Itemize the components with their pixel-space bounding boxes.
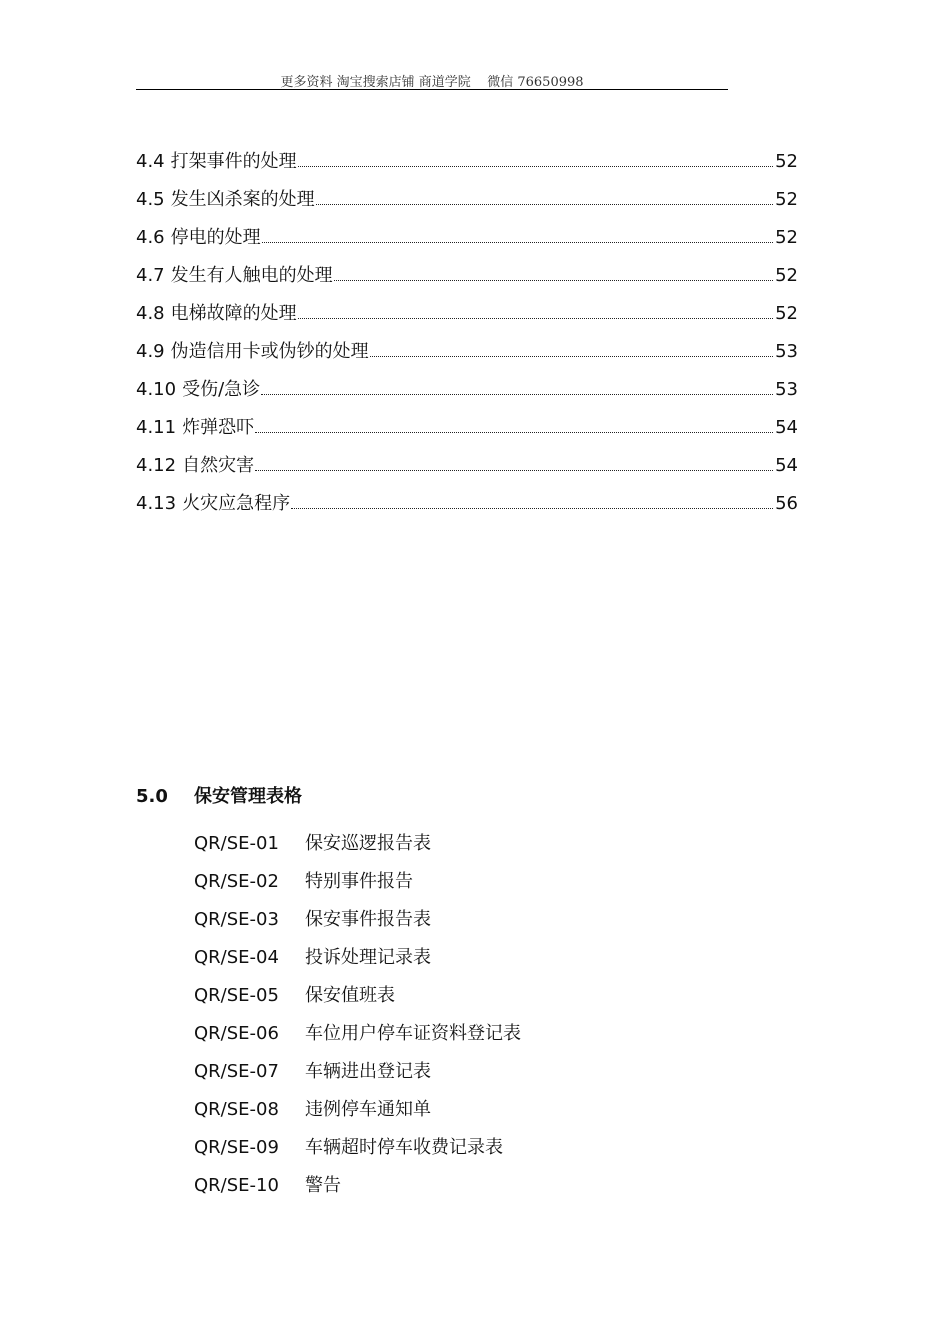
- toc-entry-page: 56: [775, 493, 798, 514]
- form-name: 车辆超时停车收费记录表: [305, 1137, 503, 1158]
- toc-entry-page: 53: [775, 379, 798, 400]
- form-list-item: [194, 984, 521, 1022]
- form-code: QR/SE-01: [194, 833, 279, 854]
- form-list-item: [194, 1060, 521, 1098]
- toc-entry-title: 自然灾害: [182, 455, 255, 476]
- form-list-item: [194, 1136, 521, 1174]
- form-list-item: [194, 1174, 521, 1212]
- form-list-item: [194, 832, 521, 870]
- form-code: QR/SE-05: [194, 985, 279, 1006]
- toc-entry-title: 炸弹恐吓: [182, 417, 255, 438]
- toc-dot-leader: [291, 507, 773, 509]
- toc-entry[interactable]: [136, 150, 798, 188]
- form-list-item: [194, 1022, 521, 1060]
- form-code: QR/SE-02: [194, 871, 279, 892]
- toc-entry-number: 4.4: [136, 151, 165, 172]
- toc-entry-number: 4.8: [136, 303, 165, 324]
- toc-entry[interactable]: [136, 378, 798, 416]
- toc-entry[interactable]: [136, 188, 798, 226]
- toc-entry-title: 火灾应急程序: [182, 493, 291, 514]
- toc-dot-leader: [261, 393, 773, 395]
- form-list-item: [194, 946, 521, 984]
- form-name: 保安巡逻报告表: [305, 833, 431, 854]
- form-name: 警告: [305, 1175, 341, 1196]
- form-code: QR/SE-09: [194, 1137, 279, 1158]
- form-name: 保安值班表: [305, 985, 395, 1006]
- toc-entry[interactable]: [136, 226, 798, 264]
- toc-entry-title: 发生凶杀案的处理: [170, 189, 315, 210]
- form-code: QR/SE-06: [194, 1023, 279, 1044]
- toc-entry-number: 4.7: [136, 265, 165, 286]
- form-code: QR/SE-07: [194, 1061, 279, 1082]
- toc-dot-leader: [255, 469, 773, 471]
- toc-entry-page: 52: [775, 151, 798, 172]
- toc-entry-page: 54: [775, 417, 798, 438]
- toc-entry[interactable]: [136, 416, 798, 454]
- section-title: 保安管理表格: [194, 786, 302, 807]
- toc-entry-number: 4.10: [136, 379, 177, 400]
- toc-dot-leader: [255, 431, 773, 433]
- form-name: 违例停车通知单: [305, 1099, 431, 1120]
- toc-entry-page: 52: [775, 303, 798, 324]
- header-rule: [136, 89, 728, 90]
- form-name: 特别事件报告: [305, 871, 413, 892]
- toc-entry[interactable]: [136, 264, 798, 302]
- toc-entry-number: 4.5: [136, 189, 165, 210]
- form-code: QR/SE-03: [194, 909, 279, 930]
- section-heading: [136, 782, 302, 808]
- table-of-contents: [136, 150, 798, 530]
- form-code: QR/SE-10: [194, 1175, 279, 1196]
- toc-entry-title: 电梯故障的处理: [170, 303, 297, 324]
- form-code: QR/SE-08: [194, 1099, 279, 1120]
- toc-entry-title: 发生有人触电的处理: [170, 265, 333, 286]
- toc-dot-leader: [370, 355, 773, 357]
- toc-entry-page: 52: [775, 189, 798, 210]
- form-list-item: [194, 908, 521, 946]
- toc-entry-number: 4.12: [136, 455, 177, 476]
- toc-entry-number: 4.9: [136, 341, 165, 362]
- toc-entry[interactable]: [136, 302, 798, 340]
- form-name: 投诉处理记录表: [305, 947, 431, 968]
- form-code: QR/SE-04: [194, 947, 279, 968]
- toc-entry[interactable]: [136, 454, 798, 492]
- page-header-text: 更多资料 淘宝搜索店铺 商道学院 微信 76650998: [280, 75, 584, 90]
- toc-entry-number: 4.6: [136, 227, 165, 248]
- toc-entry-number: 4.13: [136, 493, 177, 514]
- toc-entry[interactable]: [136, 340, 798, 378]
- toc-dot-leader: [334, 279, 773, 281]
- toc-entry-title: 停电的处理: [170, 227, 261, 248]
- toc-entry-number: 4.11: [136, 417, 177, 438]
- toc-entry[interactable]: [136, 492, 798, 530]
- toc-dot-leader: [262, 241, 773, 243]
- toc-entry-page: 54: [775, 455, 798, 476]
- toc-entry-page: 52: [775, 265, 798, 286]
- toc-dot-leader: [298, 165, 773, 167]
- toc-entry-title: 受伤/急诊: [182, 379, 261, 400]
- toc-dot-leader: [298, 317, 773, 319]
- toc-entry-page: 52: [775, 227, 798, 248]
- toc-entry-title: 伪造信用卡或伪钞的处理: [170, 341, 369, 362]
- form-list-item: [194, 870, 521, 908]
- form-name: 车辆进出登记表: [305, 1061, 431, 1082]
- toc-dot-leader: [316, 203, 773, 205]
- section-number: 5.0: [136, 786, 168, 807]
- toc-entry-title: 打架事件的处理: [170, 151, 297, 172]
- form-name: 车位用户停车证资料登记表: [305, 1023, 521, 1044]
- forms-list: [194, 832, 521, 1212]
- form-list-item: [194, 1098, 521, 1136]
- form-name: 保安事件报告表: [305, 909, 431, 930]
- toc-entry-page: 53: [775, 341, 798, 362]
